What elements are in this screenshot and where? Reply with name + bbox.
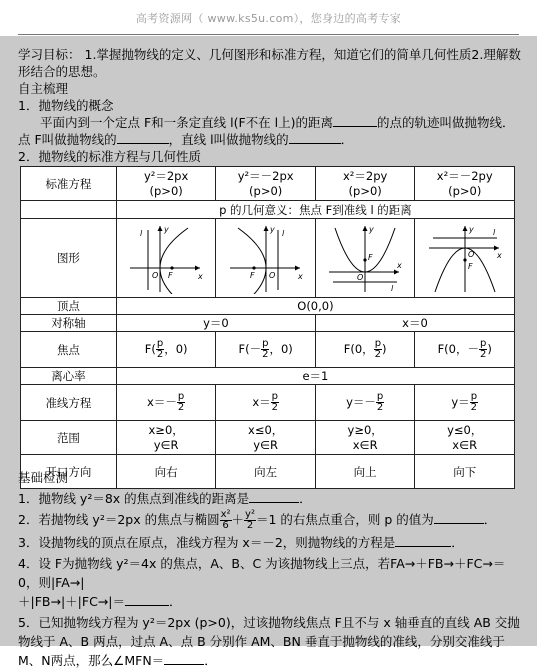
concept-part2: 的点的轨迹叫做抛物线．点 F叫做抛物线的 xyxy=(18,115,515,147)
frac-num: p xyxy=(271,391,278,402)
table-row xyxy=(21,201,515,219)
frac-den: 2 xyxy=(246,520,254,531)
table-row xyxy=(21,385,515,421)
q3-text: 3．设抛物线的顶点在原点，准线方程为 x＝－2，则抛物线的方程是 xyxy=(18,535,396,550)
label-range: 范围 xyxy=(21,421,117,455)
concept-definition xyxy=(18,114,523,148)
directrix-up xyxy=(315,385,415,421)
frac-den: 2 xyxy=(262,349,269,360)
objectives-text: 1.掌握抛物线的定义、几何图形和标准方程，知道它们的简单几何性质2.理解数形结合的思想。 xyxy=(18,47,521,79)
directrix-label: l xyxy=(281,229,284,238)
focus-label: F xyxy=(249,271,255,280)
exercises-title: 基础检测 xyxy=(18,470,69,485)
y-label: y xyxy=(164,225,169,234)
frac-den: 2 xyxy=(376,402,384,413)
eccentricity-value: e＝1 xyxy=(116,368,514,385)
q3-end: ． xyxy=(451,535,464,550)
range-right xyxy=(116,421,216,455)
q5-text-a: 5．已知抛物线方程为 y²＝2px (p>0)，过该抛物线焦点 F且不与 x 轴垂直的直线 AB 交抛物线于 A、B 两点，过点 A、点 B 分别作 AM、BN 垂直于抛物线的准线，分别交准线于 M、N xyxy=(18,615,520,668)
y-label: y xyxy=(369,225,374,234)
arrow-icon xyxy=(494,246,499,251)
frac-num: p xyxy=(470,391,478,402)
origin-label: O xyxy=(268,271,275,280)
focus-post: ，0) xyxy=(269,342,293,356)
directrix-pre: y＝ xyxy=(451,395,470,409)
graph-open-left xyxy=(216,219,316,298)
eq-down xyxy=(415,167,515,201)
directrix-label: l xyxy=(140,229,143,238)
focus-post: ) xyxy=(487,342,492,356)
focus-label: F xyxy=(368,253,373,262)
parabola-curve xyxy=(238,228,266,294)
frac-num: p xyxy=(262,338,269,349)
directrix-down xyxy=(415,385,515,421)
question-2 xyxy=(18,510,523,531)
range-b: y∈R xyxy=(253,437,279,452)
x-label: x xyxy=(496,251,502,260)
range-up xyxy=(315,421,415,455)
concept-part3: ，直线 l叫做抛物线的 xyxy=(168,132,289,147)
range-left xyxy=(216,421,316,455)
question-5 xyxy=(18,613,523,670)
question-1 xyxy=(18,489,523,508)
page-header xyxy=(0,0,537,36)
eq-text: y²＝2px xyxy=(143,168,189,183)
x-label: x xyxy=(297,272,303,281)
blank-directrix[interactable] xyxy=(289,132,341,144)
fraction xyxy=(220,510,232,531)
opening-left: 向左 xyxy=(216,455,316,489)
q5-answer-blank[interactable] xyxy=(164,653,204,665)
graph-open-down xyxy=(415,219,515,298)
q1-answer-blank[interactable] xyxy=(249,491,299,503)
empty-cell xyxy=(21,201,117,219)
properties-title: 2．抛物线的标准方程与几何性质 xyxy=(18,149,201,164)
focus-pre: F(0， xyxy=(343,342,374,356)
eq-text: x²＝－2py xyxy=(436,168,493,183)
parabola-right-graph xyxy=(126,222,206,294)
q4-text-b: ＋|FB→|＋|FC→|＝ xyxy=(18,594,125,609)
x-label: x xyxy=(198,272,203,281)
q4-text-a: 4．设 F为抛物线 y²＝4x 的焦点，A、B、C 为该抛物线上三点，若FA→＋FB→＋FC→＝0，则|FA→| xyxy=(18,556,506,590)
frac-den: 2 xyxy=(156,349,164,360)
focus-post: ，0) xyxy=(164,342,188,356)
focus-point xyxy=(463,258,466,261)
origin-label: O xyxy=(467,250,474,259)
directrix-pre: x＝ xyxy=(252,395,271,409)
concept-part1: 平面内到一个定点 F和一条定直线 l(F不在 l上)的距离 xyxy=(40,115,334,130)
focus-point xyxy=(171,266,174,269)
arrow-icon xyxy=(462,226,467,231)
q2-text-a: 2．若抛物线 y²＝2px 的焦点与椭圆 xyxy=(18,512,220,527)
frac-den: 6 xyxy=(222,520,229,531)
directrix-pre: x＝－ xyxy=(147,395,177,409)
eq-cond: (p>0) xyxy=(149,183,183,198)
table-row xyxy=(21,315,515,332)
fraction xyxy=(470,392,478,413)
focus-right xyxy=(116,332,216,368)
directrix-pre: y＝－ xyxy=(346,395,376,409)
focus-label: F xyxy=(467,262,473,271)
graph-open-right xyxy=(116,219,216,298)
q1-end: ． xyxy=(299,491,312,506)
eq-cond: (p>0) xyxy=(448,183,482,198)
graph-open-up xyxy=(315,219,415,298)
blank-focus[interactable] xyxy=(117,132,169,144)
label-directrix: 准线方程 xyxy=(21,385,117,421)
q3-answer-blank[interactable] xyxy=(395,535,451,547)
arrow-icon xyxy=(195,266,200,271)
q2-plus: ＋ xyxy=(231,512,245,527)
header-rule xyxy=(18,34,519,35)
fraction xyxy=(374,339,382,360)
label-axis: 对称轴 xyxy=(21,315,117,332)
label-standard-equation: 标准方程 xyxy=(21,167,117,201)
focus-point xyxy=(364,258,367,261)
focus-pre: F(－ xyxy=(238,342,262,356)
frac-den: 2 xyxy=(374,349,382,360)
fraction xyxy=(244,510,256,531)
focus-down xyxy=(415,332,515,368)
table-row xyxy=(21,298,515,315)
q4-end: ． xyxy=(168,594,182,609)
q2-answer-blank[interactable] xyxy=(434,512,484,524)
table-row xyxy=(21,421,515,455)
q1-text: 1．抛物线 y²＝8x 的焦点到准线的距离是 xyxy=(18,491,250,506)
label-eccentricity: 离心率 xyxy=(21,368,117,385)
opening-up: 向上 xyxy=(315,455,415,489)
parabola-down-graph xyxy=(425,222,505,294)
question-4 xyxy=(18,554,523,611)
parabola-up-graph xyxy=(325,222,405,294)
directrix-label: l xyxy=(492,228,495,237)
arrow-icon xyxy=(295,266,300,271)
fraction xyxy=(156,339,164,360)
directrix-right xyxy=(116,385,216,421)
q5-end: ． xyxy=(204,653,217,668)
label-opening: 开口方向 xyxy=(21,455,117,489)
q4-answer-blank[interactable] xyxy=(125,594,169,606)
focus-pre: F( xyxy=(144,342,156,356)
frac-num: p xyxy=(156,338,164,349)
question-3 xyxy=(18,533,523,552)
origin-label: O xyxy=(152,271,159,280)
opening-right: 向右 xyxy=(116,455,216,489)
eq-up xyxy=(315,167,415,201)
table-row xyxy=(21,368,515,385)
arrow-icon xyxy=(394,270,399,275)
eq-text: y²＝－2px xyxy=(237,168,294,183)
learning-objectives xyxy=(18,46,523,80)
table-row xyxy=(21,219,515,298)
range-down xyxy=(415,421,515,455)
eq-cond: (p>0) xyxy=(249,183,283,198)
arrow-icon xyxy=(263,226,268,231)
label-focus: 焦点 xyxy=(21,332,117,368)
opening-down: 向下 xyxy=(415,455,515,489)
eq-left xyxy=(216,167,316,201)
parabola-left-graph xyxy=(226,222,306,294)
focus-left xyxy=(216,332,316,368)
label-vertex: 顶点 xyxy=(21,298,117,315)
x-label: x xyxy=(397,261,402,270)
focus-post: ) xyxy=(382,342,387,356)
arrow-icon xyxy=(363,226,368,231)
range-b: x∈R xyxy=(352,437,378,452)
arrow-icon xyxy=(158,226,163,231)
frac-num: y² xyxy=(245,509,255,520)
q2-text-b: ＝1 的右焦点重合，则 p 的值为 xyxy=(255,512,434,527)
fraction xyxy=(376,392,384,413)
frac-den: 2 xyxy=(479,349,487,360)
focus-up xyxy=(315,332,415,368)
directrix-left xyxy=(216,385,316,421)
frac-num: p xyxy=(376,391,384,402)
eq-text: x²＝2py xyxy=(342,168,388,183)
label-graph: 图形 xyxy=(21,219,117,298)
range-a: x≥0， xyxy=(148,422,184,437)
directrix-label: l xyxy=(391,284,394,293)
axis-value-horizontal: y＝0 xyxy=(116,315,315,332)
frac-num: x² xyxy=(220,509,231,520)
eq-right xyxy=(116,167,216,201)
p-meaning: p 的几何意义：焦点 F到准线 l 的距离 xyxy=(116,201,514,219)
y-label: y xyxy=(468,225,474,234)
intro-section xyxy=(18,46,523,165)
vertex-value: O(0,0) xyxy=(116,298,514,315)
range-b: x∈R xyxy=(452,437,478,452)
table-row xyxy=(21,332,515,368)
q5-text-b: 两点，那么∠MFN＝ xyxy=(50,653,165,668)
frac-den: 2 xyxy=(177,402,185,413)
frac-den: 2 xyxy=(271,402,278,413)
blank-equal[interactable] xyxy=(333,115,377,127)
frac-num: p xyxy=(177,391,185,402)
fraction xyxy=(177,392,185,413)
focus-pre: F(0，－ xyxy=(437,342,479,356)
axis-value-vertical: x＝0 xyxy=(315,315,514,332)
concept-title: 1．抛物线的概念 xyxy=(18,98,114,113)
eq-cond: (p>0) xyxy=(348,183,382,198)
range-b: y∈R xyxy=(153,437,179,452)
frac-num: p xyxy=(479,338,487,349)
frac-den: 2 xyxy=(470,402,478,413)
origin-label: O xyxy=(357,273,364,282)
fraction xyxy=(271,392,279,413)
exercises-section xyxy=(18,468,523,672)
parabola-curve xyxy=(160,228,188,294)
range-a: y≤0， xyxy=(447,422,483,437)
header-watermark-text: 高考资源网（ www.ks5u.com），您身边的高考专家 xyxy=(135,12,402,25)
range-a: y≥0， xyxy=(347,422,383,437)
y-label: y xyxy=(269,225,275,234)
review-title: 自主梳理 xyxy=(18,81,69,96)
table-row xyxy=(21,167,515,201)
frac-num: p xyxy=(374,338,382,349)
objectives-label: 学习目标： xyxy=(18,47,81,62)
range-a: x≤0， xyxy=(248,422,284,437)
concept-part4: ． xyxy=(340,132,354,147)
q2-end: ． xyxy=(483,512,497,527)
focus-label: F xyxy=(168,271,173,280)
focus-point xyxy=(252,266,255,269)
parabola-properties-table xyxy=(20,166,515,489)
